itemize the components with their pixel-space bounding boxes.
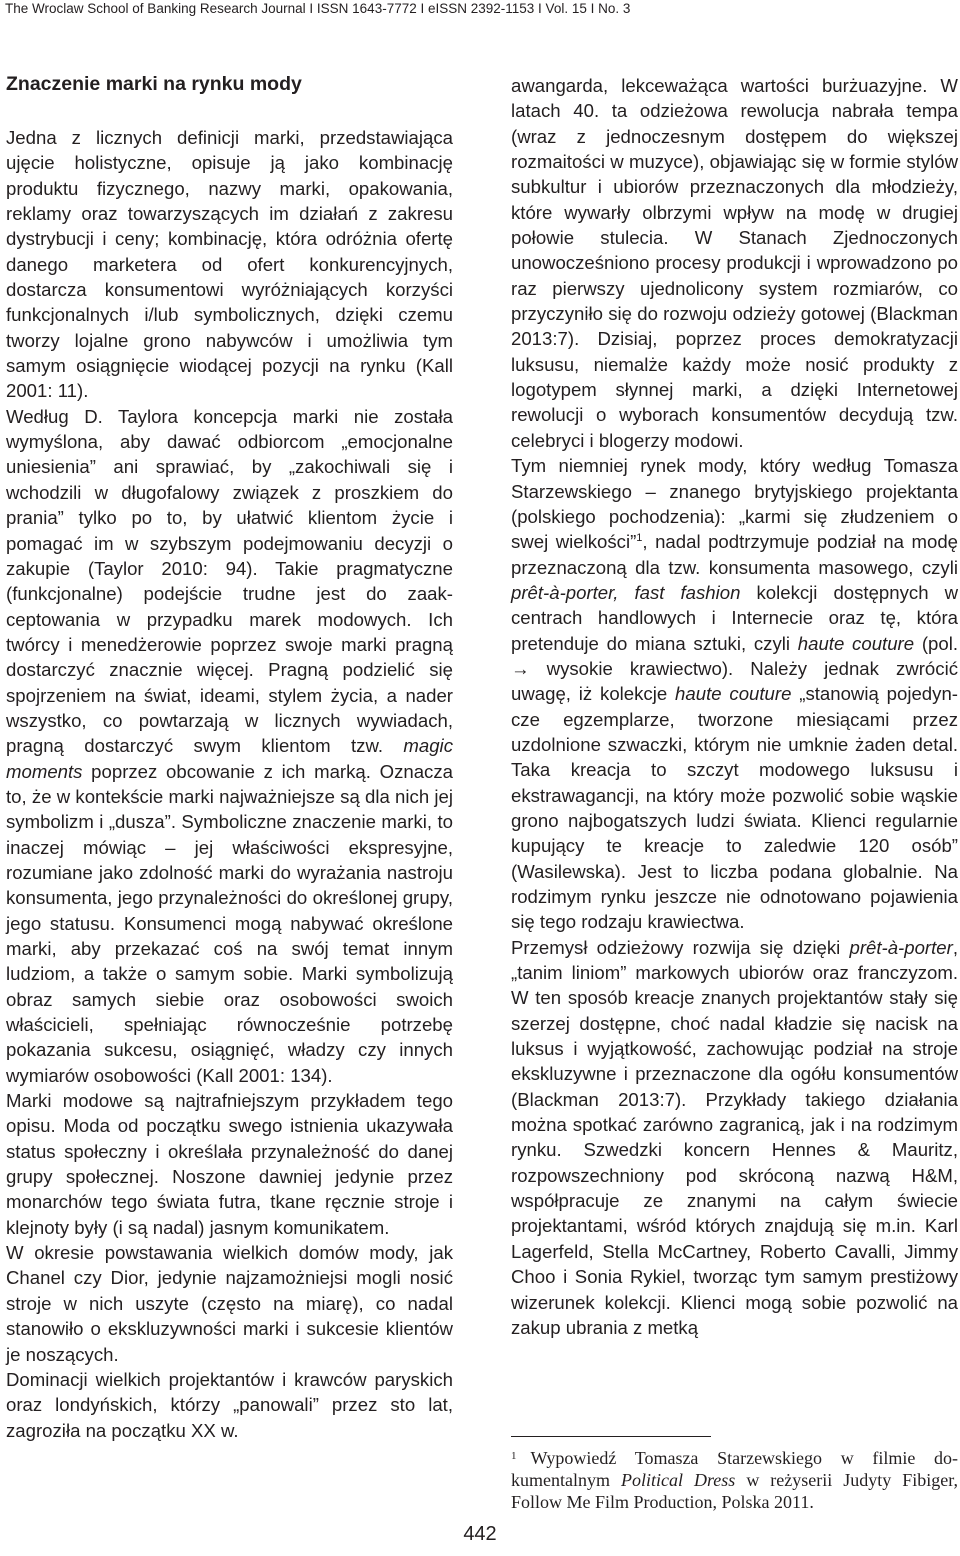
footnote-number: 1: [511, 1450, 517, 1462]
paragraph: Jedna z licznych definicji marki, przedstawiająca ujęcie holistyczne, opisuje ją jako kombinację produktu fizycznego, nazwy marki, opakowania, reklamy oraz towarzyszących im działań z zakresu dystrybucji i ceny; kombinację, która odróżnia ofertę danego marketera od ofert konkurencyjnych, dostarcza konsumentowi wyróżniających korzyści funkcjonalnych i/lub symbolicznych, dzięki czemu tworzy lojalne grono nabywców i umożliwia tym samym osiągnięcie wiodącej pozycji na rynku (Kall 2001: 11).: [6, 127, 453, 402]
footnote-reference[interactable]: 1: [636, 532, 643, 544]
page-number: 442: [463, 1523, 497, 1545]
section-title: Znaczenie marki na rynku mody: [6, 73, 302, 95]
footnote-separator: [511, 1436, 711, 1437]
film-title: Political Dress: [620, 1470, 736, 1490]
italic-term: prêt-à-porter: [849, 936, 953, 958]
paragraph: W okresie powstawania wielkich domów mody, jak Chanel czy Dior, jedynie najzamożniejsi mogli nosić stroje w nich uszyte (często na miarę), co nadal stanowiło o ekskluzywności marki i sukcesie klientów je noszących.: [6, 1242, 453, 1365]
left-column: [6, 72, 453, 1443]
paragraph: awangarda, lekceważąca wartości burżuazyjne. W latach 40. ta odzieżowa rewolucja nabrała tempa (wraz z jednoczesnym dostępem do większej rozmaitości w muzyce), objawiając się w formie stylów subkultur i ubiorów przeznaczonych dla młodzieży, które wywarły olbrzymi wpływ na modę w drugiej połowie stulecia. W Stanach Zjednoczonych unowocześniono procesy produkcji i wprowadzono po raz pierwszy ujednolicony system rozmiarów, co przyczyniło się do rozwoju odzieży gotowej (Blackman 2013:7). Dzisiaj, poprzez proces demokratyzacji luksusu, niemalże każdy może nosić produkty z logotypem słynnej marki, a dzięki Internetowej rewolucji o wyborach konsumentów decydują tzw. celebryci i blogerzy modowi.: [511, 75, 958, 451]
paragraph: Dominacji wielkich projektantów i krawców paryskich oraz londyńskich, którzy „panowali” przez sto lat, zagroziła na początku XX w.: [6, 1368, 453, 1441]
italic-term: haute couture: [675, 683, 792, 705]
italic-term: prêt-à-porter, fast fashion: [511, 581, 741, 603]
right-column: [511, 73, 958, 1340]
paragraph: Tym niemniej rynek mody, który według Tomasza Starzewskiego – znanego brytyjskiego projektanta (polskiego pochodzenia): „karmi się złudzeniem o swej wielkości”$^1$, nadal podtrzymuje podział na modę przeznaczoną dla tzw. konsumenta masowego, czyli prêt-à-porter, fast fashion kolekcji dostępnych w centrach handlowych i Internecie oraz tę, która pretenduje do miana sztuki, czyli haute couture (pol. → wysokie krawiectwo). Należy jednak zwrócić uwagę, iż kolekcje haute couture „stanowią pojedyncze egzemplarze, tworzone miesiącami przez uzdolnione szwaczki, którym nie umknie żaden detal. Taka kreacja to szczyt modowego luksusu i ekstrawagancji, na który może pozwolić sobie wąskie grono najbogatszych ludzi świata. Klienci regularnie kupujący te kreacje to zaledwie 120 osób” (Wasilewska). Jest to liczba podana globalnie. Na rodzimym rynku jeszcze nie odnotowano pojawienia się tego rodzaju krawiectwa.: [511, 455, 958, 933]
paragraph: Przemysł odzieżowy rozwija się dzięki prêt-à-porter, „tanim liniom” markowych ubiorów oraz franczyzom. W ten sposób kreacje znanych projektantów stały się szerzej dostępne, choć nadal kładzie się nacisk na luksus i wyjątkowość, zachowując podział na stroje ekskluzywne i przeznaczone dla ogółu konsumentów (Blackman 2013:7). Przykłady takiego działania można spotkać zarówno zagranicą, jak i na rodzimym rynku. Szwedzki koncern Hennes & Mauritz, rozpowszechniony pod skróconą nazwą H&M, współpracuje ze znanymi na całym świecie projektantami, wśród których znajdują się m.in. Karl Lagerfeld, Stella McCartney, Roberto Cavalli, Jimmy Choo i Sonia Rykiel, tworząc tym samym prestiżowy wizerunek kolekcji. Klienci mogą sobie pozwolić na zakup ubrania z metką: [511, 936, 958, 1338]
journal-running-header: The Wroclaw School of Banking Research Journal I ISSN 1643-7772 I eISSN 2392-1153 I Vol. 15 I No. 3: [5, 1, 631, 16]
paragraph: Według D. Taylora koncepcja marki nie została wymyślona, aby dawać odbiorcom „emocjonalne uniesienia” ani sprawiać, by „zakochiwali się i wchodzili w długofalowy związek z proszkiem do prania” tylko po to, by ułatwić klientom życie i pomagać im w szybszym podejmowaniu decyzji o zakupie (Taylor 2010: 94). Takie pragmatyczne (funkcjonalne) podejście trudne jest do zaakceptowania w przypadku marek modowych. Ich twórcy i menedżerowie poprzez swoje marki pragną dostarczyć znacznie więcej. Pragną podzielić się spojrzeniem na świat, ideami, stylem życia, a nader wszystko, co powtarzają w licznych wywiadach, pragną dostarczyć swym klientom tzw. magic moments poprzez obcowanie z ich marką. Oznacza to, że w kontekście marki najważniejsze są dla nich jej symbolizm i „dusza”. Symboliczne znaczenie marki, to inaczej mówiąc – jej właściwości ekspresyjne, rozumiane jako zdolność marki do wyrażania nastroju konsumenta, jego przynależności do określonej grupy, jego statusu. Konsumenci mogą nabywać określone marki, aby przekazać coś na swój temat innym ludziom, a także o samym sobie. Marki symbolizują obraz samych siebie oraz osobowości swoich właścicieli, spełniając równocześnie potrzebę pokazania sukcesu, osiągnięć, władzy czy innych wymiarów osobowości (Kall 2001: 134).: [6, 405, 453, 1086]
italic-term: magic moments: [6, 735, 453, 782]
footnote: $^1$ Wypowiedź Tomasza Starzewskiego w filmie dokumentalnym Political Dress w reżyserii Judyty Fibiger, Follow Me Film Production, Polska 2011.: [511, 1448, 959, 1512]
paragraph: Marki modowe są najtrafniejszym przykładem tego opisu. Moda od początku swego istnienia ukazywała status społeczny i określała przynależność do danej grupy społecznej. Noszone dawniej jedynie przez monarchów tego świata futra, tkane ręcznie stroje i klejnoty były (i są nadal) jasnym komunikatem.: [6, 1090, 453, 1238]
italic-term: haute couture: [797, 632, 915, 654]
